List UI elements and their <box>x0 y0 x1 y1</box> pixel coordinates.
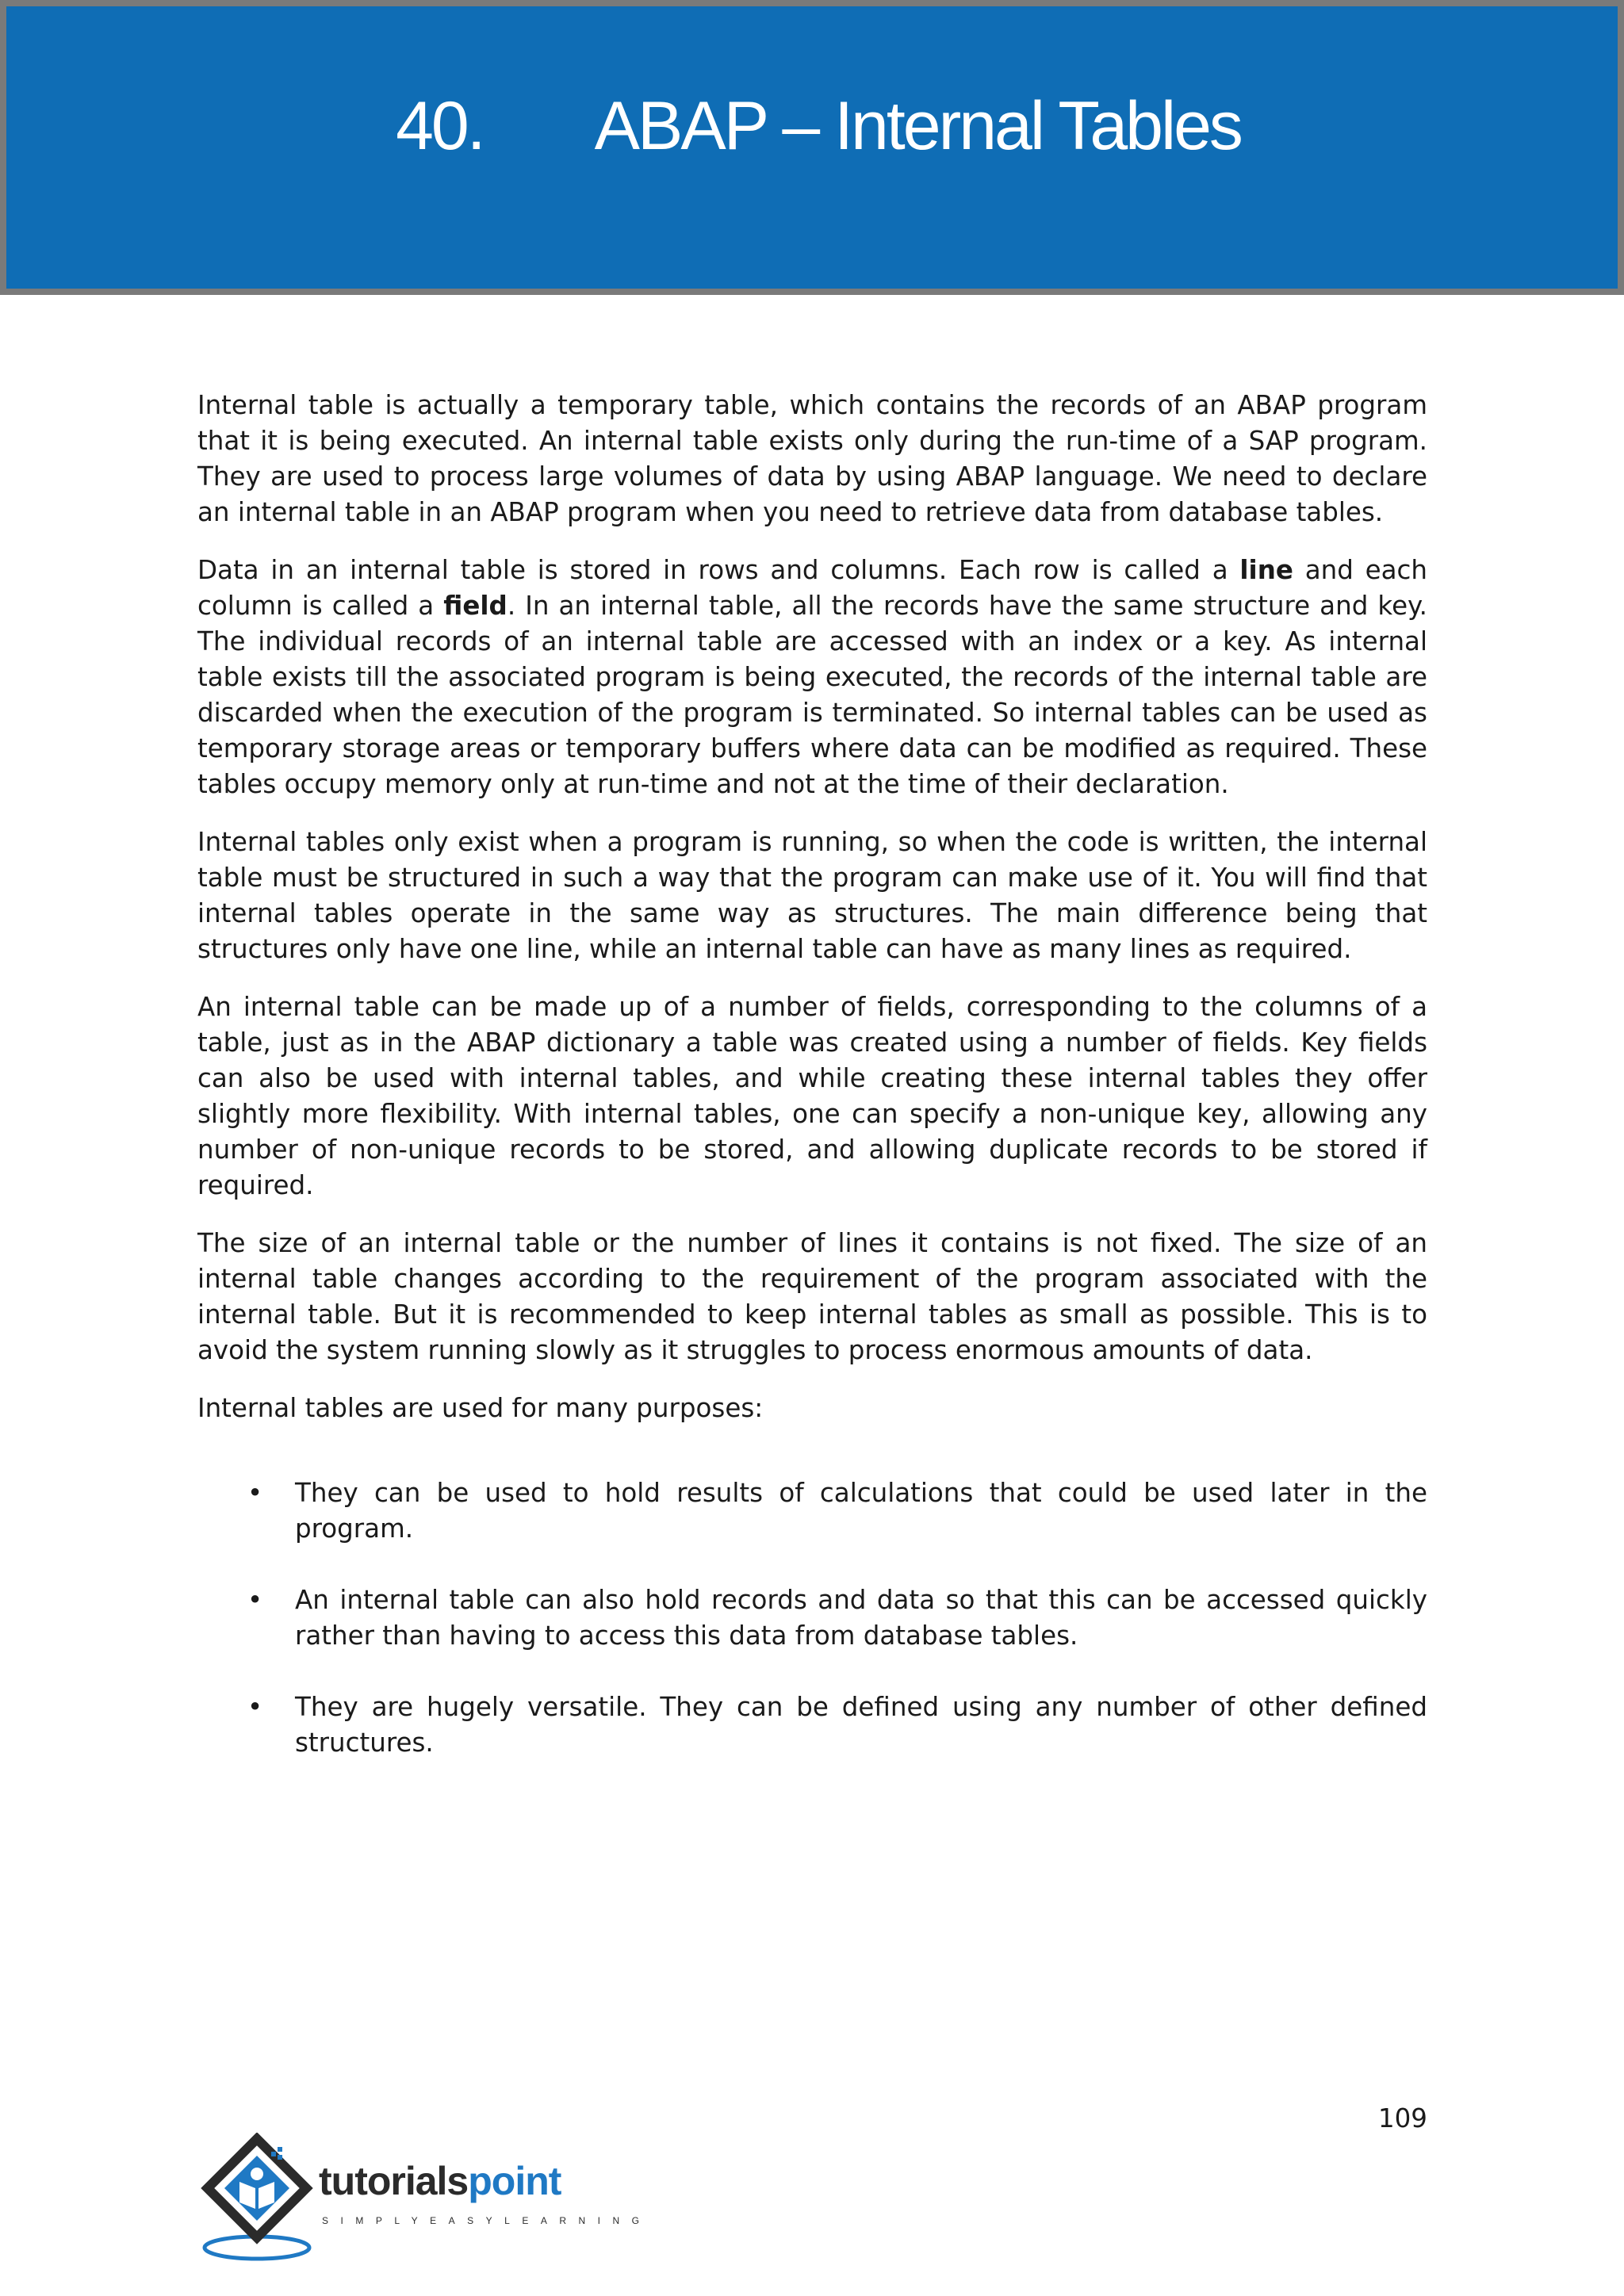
list-item-text: They are hugely versatile. They can be defined using any number of other defined structures. <box>295 1692 1427 1758</box>
paragraph-rows-columns <box>197 553 1427 802</box>
list-item <box>197 1475 1427 1547</box>
tutorialspoint-logo <box>195 2133 652 2267</box>
page-number: 109 <box>1377 2103 1427 2133</box>
logo-wordmark <box>319 2161 561 2201</box>
term-field: field <box>443 591 508 621</box>
list-item <box>197 1582 1427 1654</box>
bullet-icon: • <box>247 1478 263 1508</box>
paragraph-runtime: Internal tables only exist when a program is running, so when the code is written, the internal table must be structured in such a way that the program can make use of it. You will find that internal tables operate in the same way as structures. The main difference being that structures only have one line, while an internal table can have as many lines as required. <box>197 827 1427 964</box>
paragraph-fields: An internal table can be made up of a number of fields, corresponding to the columns of a table, just as in the ABAP dictionary a table was created using a number of fields. Key fields can also be used with internal tables, and while creating these internal tables they offer slightly more flexibility. With internal tables, one can specify a non-unique key, allowing any number of non-unique records to be stored, and allowing duplicate records to be stored if required. <box>197 992 1427 1200</box>
paragraph-text: Data in an internal table is stored in rows and columns. Each row is called a <box>197 555 1240 585</box>
bullet-icon: • <box>247 1585 263 1615</box>
paragraph-text: . In an internal table, all the records have the same structure and key. The individual records of an internal table are accessed with an index or a key. As internal table exists till the associated program is being executed, the records of the internal table are discarded when the execution of the program is terminated. So internal tables can be used as temporary storage areas or temporary buffers where data can be modified as required. These tables occupy memory only at run-time and not at the time of their declaration. <box>197 591 1427 799</box>
chapter-title <box>6 88 1624 164</box>
bullet-icon: • <box>247 1692 263 1722</box>
chapter-header-band <box>0 0 1624 295</box>
logo-tagline: SIMPLYEASYLEARNING <box>322 2215 652 2226</box>
term-line: line <box>1239 555 1293 585</box>
list-item-text: An internal table can also hold records and data so that this can be accessed quickly rather than having to access this data from database tables. <box>295 1585 1427 1651</box>
list-item <box>197 1689 1427 1761</box>
list-item-text: They can be used to hold results of calculations that could be used later in the program. <box>295 1478 1427 1544</box>
paragraph-text: and each column is called a <box>197 555 1428 621</box>
paragraph-intro: Internal table is actually a temporary table, which contains the records of an ABAP program that it is being executed. An internal table exists only during the run-time of a SAP program. They are used to process large volumes of data by using ABAP language. We need to declare an internal table in an ABAP program when you need to retrieve data from database tables. <box>197 390 1427 527</box>
logo-text-blue: point <box>468 2159 561 2203</box>
logo-text-dark: tutorials <box>319 2159 469 2203</box>
paragraph-purposes-intro: Internal tables are used for many purposes: <box>197 1393 764 1423</box>
chapter-title-text: ABAP – Internal Tables <box>594 88 1241 164</box>
purposes-list <box>197 1475 1427 1761</box>
paragraph-size: The size of an internal table or the number of lines it contains is not fixed. The size of an internal table changes according to the requirement of the program associated with the internal table. But it is recommended to keep internal tables as small as possible. This is to avoid the system running slowly as it struggles to process enormous amounts of data. <box>197 1228 1427 1365</box>
chapter-number: 40. <box>396 88 484 164</box>
body-content <box>197 388 1427 1797</box>
logo-emblem-icon <box>195 2133 314 2267</box>
